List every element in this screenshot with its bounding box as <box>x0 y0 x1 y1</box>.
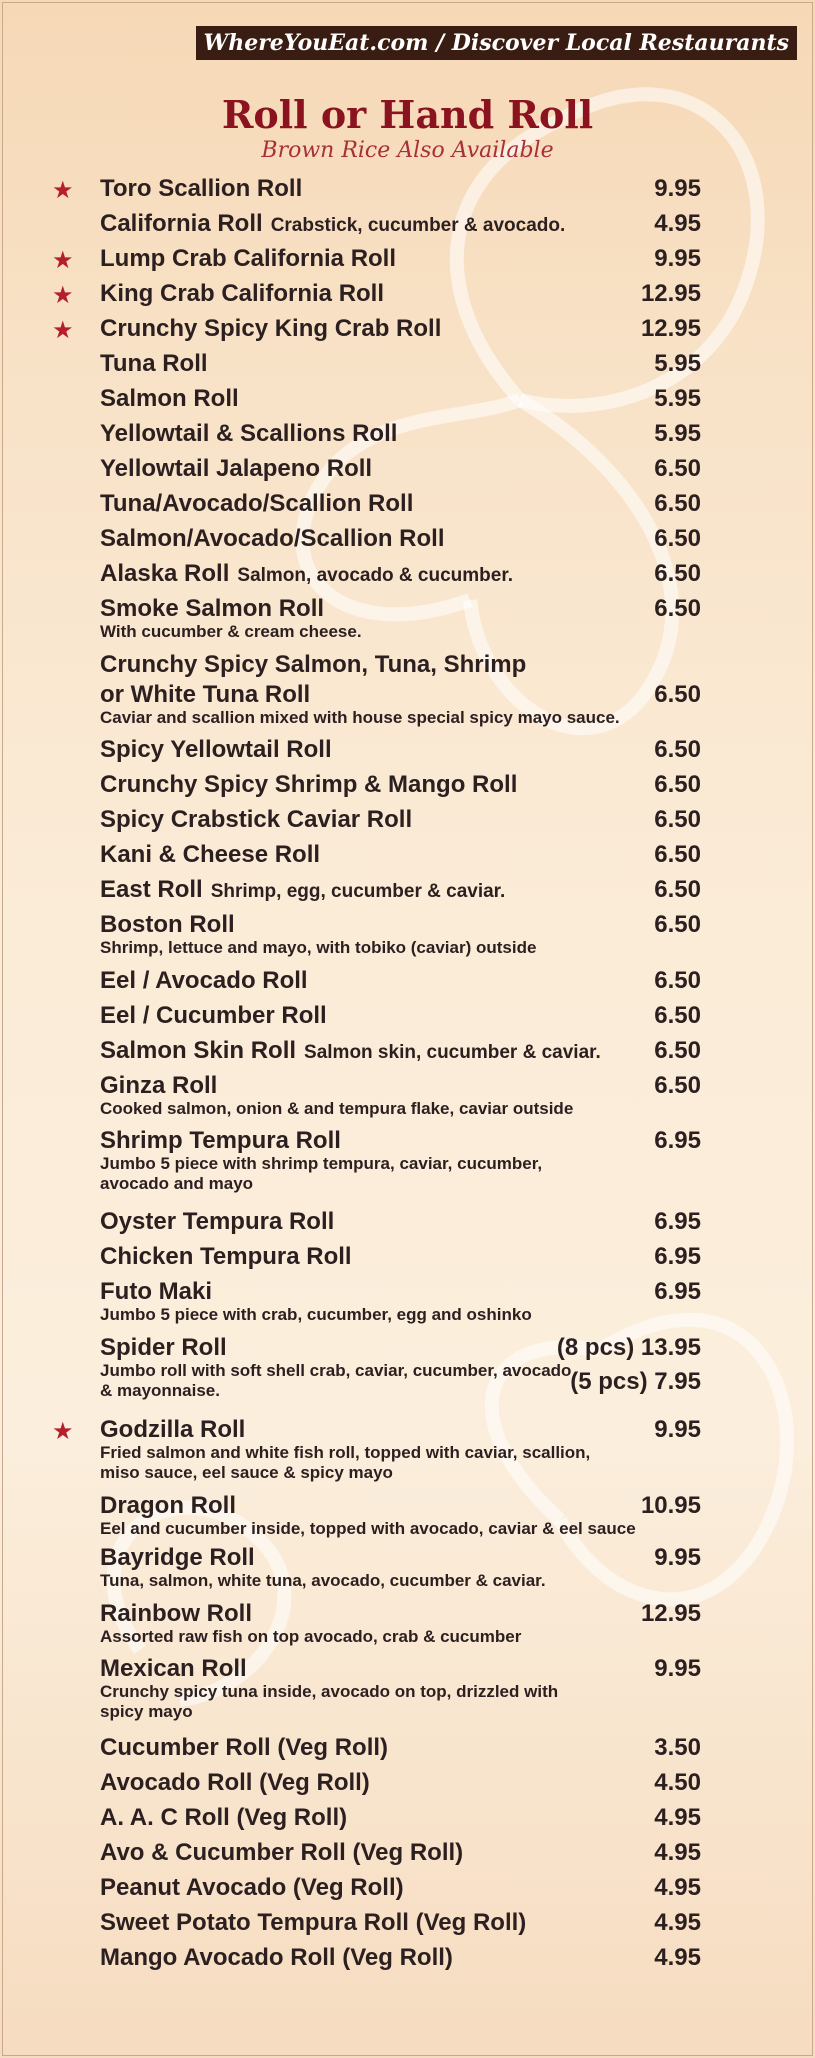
menu-item-price: 6.50 <box>654 967 701 994</box>
menu-item-price: 6.50 <box>654 841 701 868</box>
menu-item-price: 12.95 <box>640 1600 701 1627</box>
menu-item-title: Crunchy Spicy Salmon, Tuna, Shrimp or White Tuna Roll <box>100 651 527 708</box>
star-icon: ★ <box>52 176 74 204</box>
menu-item-price: 3.50 <box>654 1734 701 1761</box>
menu-item-title: Ginza Roll <box>100 1072 218 1099</box>
menu-item-price: 4.95 <box>654 1804 701 1831</box>
menu-item-title: Mexican Roll <box>100 1655 247 1682</box>
menu-item-price: 12.95 <box>640 315 701 342</box>
menu-item-price: 6.50 <box>654 771 701 798</box>
menu-item-price: 9.95 <box>654 175 701 202</box>
menu-item-name <box>100 770 517 800</box>
menu-item-title: Yellowtail Jalapeno Roll <box>100 455 373 482</box>
menu-item-title: Crunchy Spicy Shrimp & Mango Roll <box>100 771 518 798</box>
menu-item-price: 9.95 <box>654 1544 701 1571</box>
menu-item-description: With cucumber & cream cheese. <box>100 622 362 641</box>
menu-item-name <box>100 594 324 624</box>
menu-item-name <box>100 1207 334 1237</box>
menu-item-name <box>100 174 302 204</box>
menu-item-price: 6.50 <box>654 560 701 587</box>
menu-item-name <box>100 1543 255 1573</box>
menu-item-name <box>100 1733 388 1763</box>
menu-item-name <box>100 1838 463 1868</box>
menu-item-name <box>100 1803 347 1833</box>
menu-item-title: Chicken Tempura Roll <box>100 1243 352 1270</box>
menu-item-description: Assorted raw fish on top avocado, crab & cucumber <box>100 1627 522 1646</box>
menu-item-title: Tuna Roll <box>100 350 208 377</box>
menu-item-name <box>100 1599 252 1629</box>
menu-item-name <box>100 279 384 309</box>
menu-item-name <box>100 1768 370 1798</box>
menu-item-note: Salmon skin, cucumber & caviar. <box>304 1042 601 1063</box>
menu-item-title: Lump Crab California Roll <box>100 245 397 272</box>
section-subtitle: Brown Rice Also Available <box>261 138 554 163</box>
menu-item-name <box>100 840 320 870</box>
menu-item-title: Mango Avocado Roll (Veg Roll) <box>100 1944 453 1971</box>
star-icon: ★ <box>52 316 74 344</box>
menu-item-title: Crunchy Spicy King Crab Roll <box>100 315 442 342</box>
menu-item-name <box>100 314 441 344</box>
star-icon: ★ <box>52 1417 74 1445</box>
menu-item-title: Cucumber Roll (Veg Roll) <box>100 1734 389 1761</box>
menu-item-title: Avocado Roll (Veg Roll) <box>100 1769 370 1796</box>
menu-item-price: 4.95 <box>654 1874 701 1901</box>
menu-item-price: 6.50 <box>654 455 701 482</box>
menu-item-name <box>100 1036 601 1068</box>
menu-item-price: 10.95 <box>640 1492 701 1519</box>
menu-item-sub-price: (5 pcs) 7.95 <box>570 1368 701 1395</box>
menu-item-name <box>100 489 413 519</box>
menu-item-price: 4.95 <box>654 1944 701 1971</box>
menu-item-description: Caviar and scallion mixed with house special spicy mayo sauce. <box>100 708 620 727</box>
menu-item-price: 6.50 <box>654 595 701 622</box>
menu-item-price: 6.50 <box>654 736 701 763</box>
menu-item-description: miso sauce, eel sauce & spicy mayo <box>100 1463 393 1482</box>
menu-item-price: 5.95 <box>654 420 701 447</box>
menu-item-name <box>100 1415 245 1445</box>
menu-item-title: Salmon Roll <box>100 385 239 412</box>
menu-item-title: Boston Roll <box>100 911 235 938</box>
menu-item-name <box>100 966 308 996</box>
menu-item-name <box>100 1071 217 1101</box>
menu-item-price: 6.50 <box>654 806 701 833</box>
menu-item-description: Jumbo 5 piece with crab, cucumber, egg and oshinko <box>100 1305 532 1324</box>
menu-item-price: 6.50 <box>654 1072 701 1099</box>
menu-item-title: Yellowtail & Scallions Roll <box>100 420 398 447</box>
menu-item-title: Avo & Cucumber Roll (Veg Roll) <box>100 1839 464 1866</box>
menu-item-description: Shrimp, lettuce and mayo, with tobiko (caviar) outside <box>100 938 537 957</box>
menu-item-title: Shrimp Tempura Roll <box>100 1127 341 1154</box>
menu-item-price: 4.95 <box>654 1839 701 1866</box>
star-icon: ★ <box>52 246 74 274</box>
menu-item-title: Toro Scallion Roll <box>100 175 303 202</box>
menu-item-price: 6.50 <box>654 1002 701 1029</box>
menu-item-name <box>100 1242 352 1272</box>
menu-item-price: 12.95 <box>640 280 701 307</box>
menu-item-price: 9.95 <box>654 245 701 272</box>
section-title: Roll or Hand Roll <box>221 92 594 137</box>
menu-item-name <box>100 349 208 379</box>
menu-item-description: Crunchy spicy tuna inside, avocado on top, drizzled with <box>100 1682 559 1701</box>
menu-item-note: Shrimp, egg, cucumber & caviar. <box>210 881 506 902</box>
menu-item-title: East Roll <box>100 876 203 903</box>
menu-item-name <box>100 1126 341 1156</box>
menu-item-price: 9.95 <box>654 1416 701 1443</box>
menu-item-title: Smoke Salmon Roll <box>100 595 325 622</box>
menu-item-description: Jumbo roll with soft shell crab, caviar, cucumber, avocado <box>100 1361 572 1380</box>
menu-item-name <box>100 650 540 710</box>
menu-item-name <box>100 524 445 554</box>
menu-item-title: Salmon/Avocado/Scallion Roll <box>100 525 445 552</box>
menu-item-name <box>100 1873 404 1903</box>
menu-item-title: Spider Roll <box>100 1334 227 1361</box>
menu-item-price: 6.95 <box>654 1208 701 1235</box>
menu-item-title: Sweet Potato Tempura Roll (Veg Roll) <box>100 1909 527 1936</box>
menu-item-price: (8 pcs) 13.95 <box>556 1334 701 1361</box>
menu-item-name <box>100 1908 526 1938</box>
menu-item-price: 6.50 <box>654 911 701 938</box>
menu-item-name <box>100 910 235 940</box>
menu-item-price: 6.95 <box>654 1127 701 1154</box>
menu-item-description: spicy mayo <box>100 1702 193 1721</box>
menu-item-price: 4.95 <box>654 210 701 237</box>
menu-item-title: Eel / Avocado Roll <box>100 967 308 994</box>
menu-item-title: Bayridge Roll <box>100 1544 255 1571</box>
menu-item-description: Eel and cucumber inside, topped with avocado, caviar & eel sauce <box>100 1519 636 1538</box>
menu-item-name <box>100 1333 227 1363</box>
menu-item-title: Oyster Tempura Roll <box>100 1208 335 1235</box>
menu-item-price: 6.50 <box>654 490 701 517</box>
menu-item-description: Jumbo 5 piece with shrimp tempura, caviar, cucumber, <box>100 1154 543 1173</box>
menu-item-price: 4.50 <box>654 1769 701 1796</box>
menu-item-title: California Roll <box>100 210 263 237</box>
menu-item-name <box>100 384 239 414</box>
menu-item-name <box>100 805 412 835</box>
menu-item-price: 4.95 <box>654 1909 701 1936</box>
menu-item-title: Futo Maki <box>100 1278 212 1305</box>
menu-item-note: Crabstick, cucumber & avocado. <box>270 215 566 236</box>
menu-item-description: Cooked salmon, onion & and tempura flake, caviar outside <box>100 1099 574 1118</box>
menu-item-name <box>100 735 332 765</box>
menu-item-title: Tuna/Avocado/Scallion Roll <box>100 490 414 517</box>
menu-item-title: Peanut Avocado (Veg Roll) <box>100 1874 404 1901</box>
star-icon: ★ <box>52 281 74 309</box>
menu-item-description: Tuna, salmon, white tuna, avocado, cucumber & caviar. <box>100 1571 546 1590</box>
menu-item-price: 9.95 <box>654 1655 701 1682</box>
menu-item-price: 6.95 <box>654 1278 701 1305</box>
menu-item-name <box>100 1491 236 1521</box>
menu-item-description: avocado and mayo <box>100 1174 254 1193</box>
menu-item-title: Kani & Cheese Roll <box>100 841 321 868</box>
menu-item-name <box>100 559 513 591</box>
menu-item-title: A. A. C Roll (Veg Roll) <box>100 1804 348 1831</box>
menu-item-name <box>100 875 505 907</box>
menu-item-title: Rainbow Roll <box>100 1600 252 1627</box>
menu-item-note: Salmon, avocado & cucumber. <box>237 565 513 586</box>
menu-item-price: 6.50 <box>654 681 701 708</box>
menu-item-name <box>100 454 372 484</box>
menu-item-name <box>100 419 397 449</box>
menu-item-title: Alaska Roll <box>100 560 230 587</box>
menu-item-name <box>100 209 565 241</box>
menu-item-price: 6.50 <box>654 525 701 552</box>
menu-item-name <box>100 244 396 274</box>
menu-item-name <box>100 1001 327 1031</box>
menu-item-description: & mayonnaise. <box>100 1381 220 1400</box>
menu-item-title: Spicy Yellowtail Roll <box>100 736 332 763</box>
menu-item-price: 6.95 <box>654 1243 701 1270</box>
menu-item-price: 5.95 <box>654 350 701 377</box>
menu-item-title: Spicy Crabstick Caviar Roll <box>100 806 413 833</box>
menu-item-price: 5.95 <box>654 385 701 412</box>
menu-item-name <box>100 1277 212 1307</box>
menu-item-name <box>100 1654 247 1684</box>
menu-item-title: Eel / Cucumber Roll <box>100 1002 327 1029</box>
menu-item-name <box>100 1943 453 1973</box>
menu-item-title: Dragon Roll <box>100 1492 236 1519</box>
menu-item-price: 6.50 <box>654 1037 701 1064</box>
menu-item-title: Godzilla Roll <box>100 1416 246 1443</box>
menu-item-title: Salmon Skin Roll <box>100 1037 297 1064</box>
menu-item-price: 6.50 <box>654 876 701 903</box>
site-banner: WhereYouEat.com / Discover Local Restaurants <box>196 26 798 60</box>
menu-item-title: King Crab California Roll <box>100 280 385 307</box>
menu-item-description: Fried salmon and white fish roll, topped with caviar, scallion, <box>100 1443 591 1462</box>
